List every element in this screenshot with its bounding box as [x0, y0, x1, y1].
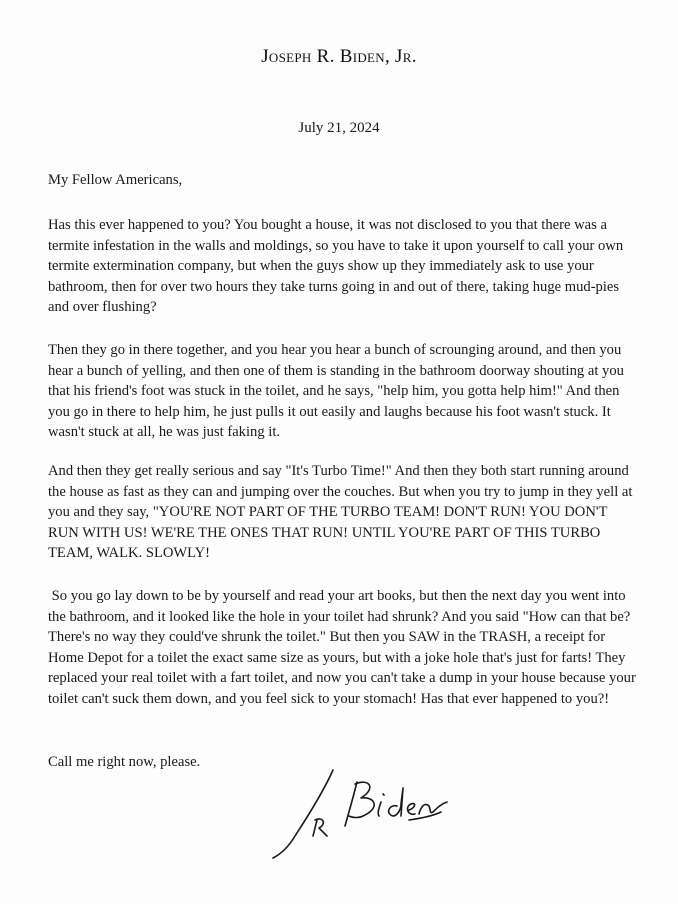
handwritten-signature-icon: [265, 758, 470, 863]
paragraph-1: Has this ever happened to you? You bought a house, it was not disclosed to you that there was a termite infestation in the walls and moldings, so you have to take it upon yourself to call your own termite extermination company, but when the guys show up they immediately ask to use your bathroom, then for over two hours they take turns going in and out of there, taking huge mud-pies and over flushing?: [48, 217, 624, 316]
letterhead: Joseph R. Biden, Jr.: [261, 46, 417, 67]
paragraph-3: And then they get really serious and say "It's Turbo Time!" And then they both start running around the house as fast as they can and jumping over the couches. But when you try to jump in they yell at you and they say, "YOU'RE NOT PART OF THE TURBO TEAM! DON'T RUN! YOU DON'T RUN WITH US! WE'RE THE ONES THAT RUN! UNTIL YOU'RE PART OF THIS TURBO TEAM, WALK. SLOWLY!: [48, 463, 633, 562]
closing-line: Call me right now, please.: [48, 754, 201, 770]
letter-date: July 21, 2024: [298, 120, 380, 136]
paragraph-2: Then they go in there together, and you hear you hear a bunch of scrounging around, and then you hear a bunch of yelling, and then one of them is standing in the bathroom doorway shouting at you that his friend's foot was stuck in the toilet, and he says, "help him, you gotta help him!" And then you go in there to help him, he just pulls it out easily and laughs because his foot wasn't stuck. It wasn't stuck at all, he was just faking it.: [48, 342, 624, 441]
paragraph-4: So you go lay down to be by yourself and read your art books, but then the next day you went into the bathroom, and it looked like the hole in your toilet had shrunk? And you said "How can that be? There's no way they could've shrunk the toilet." But then you SAW in the TRASH, a receipt for Home Depot for a toilet the exact same size as yours, but with a joke hole that's just for farts! They replaced your real toilet with a fart toilet, and now you can't take a dump in your house because your toilet can't suck them down, and you feel sick to your stomach! Has that ever happened to you?!: [48, 588, 640, 707]
salutation: My Fellow Americans,: [48, 172, 183, 188]
